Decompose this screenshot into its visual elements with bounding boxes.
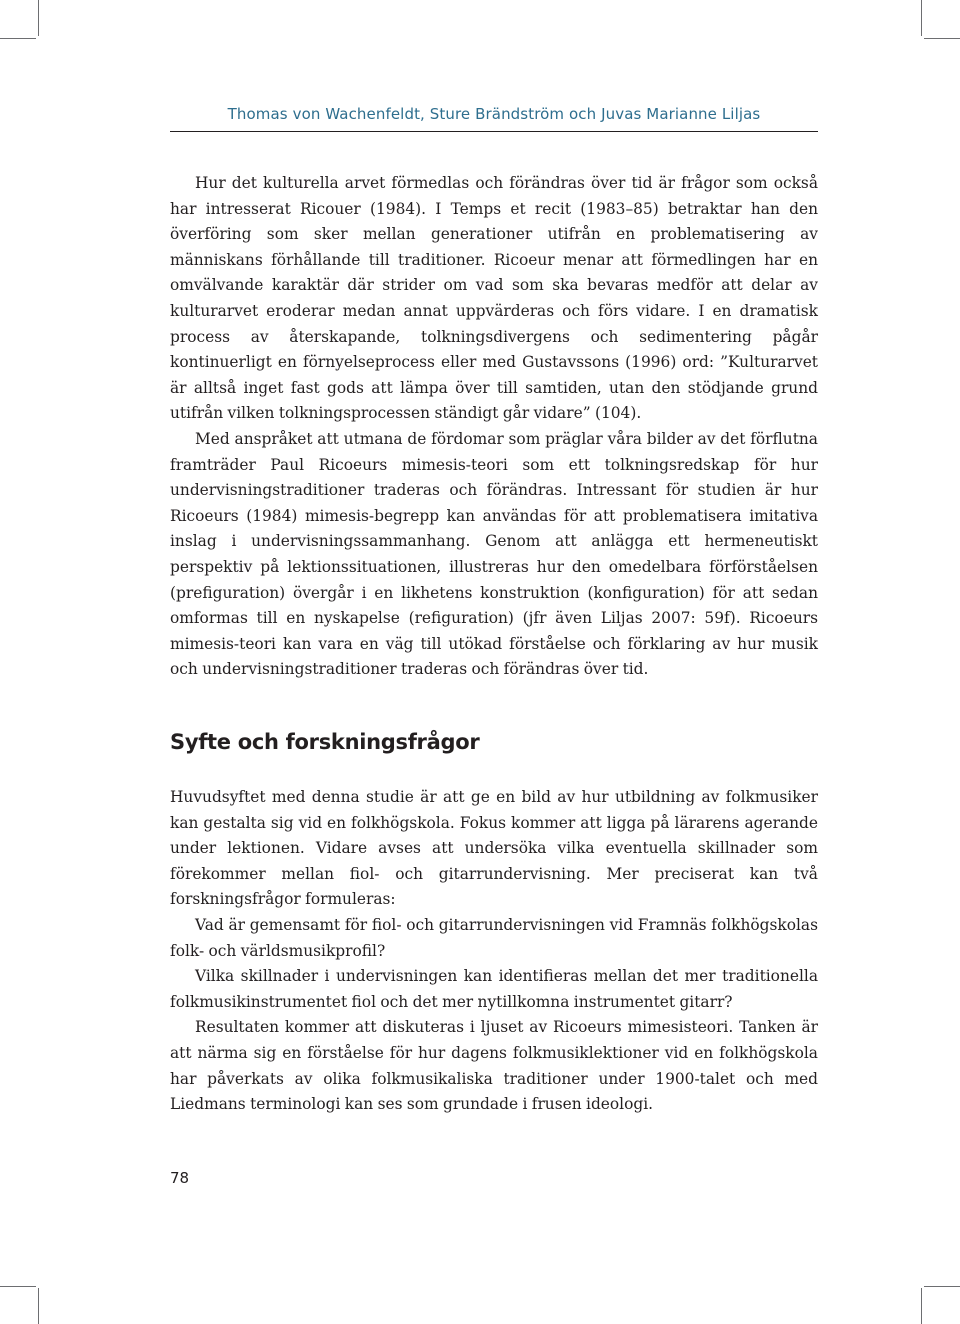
paragraph: Med anspråket att utmana de fördomar som präglar våra bilder av det förflutna framträder Paul Ricoeurs mimesis-teori som ett tolkningsredskap för hur undervisningstraditioner traderas och förändras. Intressant för studien är hur Ricoeurs (1984) mimesis-begrepp kan användas för att problematisera imitativa inslag i undervisningssammanhang. Genom att anlägga ett hermeneutiskt perspektiv på lektionssituationen, illustreras hur den omedelbara förförståelsen (prefiguration) övergår i en likhetens konstruktion (konfiguration) för att sedan omformas till en nyskapelse (refiguration) (jfr även Liljas 2007: 59f). Ricoeurs mimesis-teori kan vara en väg till utökad förståelse och förklaring av hur musik och undervisningstraditioner traderas och förändras över tid. [170,429,818,679]
crop-mark [38,0,39,36]
research-question: Vad är gemensamt för fiol- och gitarrundervisningen vid Framnäs folkhögskolas folk- och världsmusikprofil? [170,915,818,960]
crop-mark [921,1288,922,1324]
crop-mark [924,38,960,39]
section-body [170,785,818,1118]
running-header: Thomas von Wachenfeldt, Sture Brändström och Juvas Marianne Liljas [227,105,761,123]
intro-text [170,171,818,683]
crop-mark [0,1286,36,1287]
crop-mark [0,38,36,39]
crop-mark [38,1288,39,1324]
page-number: 78 [170,1169,190,1187]
crop-mark [921,0,922,36]
section-heading: Syfte och forskningsfrågor [170,730,480,754]
paragraph: Hur det kulturella arvet förmedlas och förändras över tid är frågor som också har intresserat Ricouer (1984). I Temps et recit (1983–85) betraktar han den överföring som sker mellan generationer utifrån en problematisering av människans förhållande till traditioner. Ricoeur menar att förmedlingen har en omvälvande karaktär där strider om vad som ska bevaras medför att delar av kulturarvet eroderar medan annat uppvärderas och förs vidare. I en dramatisk process av återskapande, tolkningsdivergens och sedimentering pågår kontinuerligt en förnyelseprocess eller med Gustavssons (1996) ord: ”Kulturarvet är alltså inget fast gods att lämpa över till samtiden, utan den stödjande grund utifrån vilken tolkningsprocessen ständigt går vidare” (104). [170,174,818,423]
paragraph: Resultaten kommer att diskuteras i ljuset av Ricoeurs mimesisteori. Tanken är att närma sig en förståelse för hur dagens folkmusiklektioner vid en folkhögskola har påverkats av olika folkmusikaliska traditioner under 1900-talet och med Liedmans terminologi kan ses som grundade i frusen ideologi. [170,1018,818,1114]
paragraph: Huvudsyftet med denna studie är att ge en bild av hur utbildning av folkmusiker kan gestalta sig vid en folkhögskola. Fokus kommer att ligga på lärarens agerande under lektionen. Vidare avses att undersöka vilka eventuella skillnader som förekommer mellan fiol- och gitarrundervisning. Mer preciserat kan två forskningsfrågor formuleras: [170,788,818,909]
crop-mark [924,1286,960,1287]
research-question: Vilka skillnader i undervisningen kan identifieras mellan det mer traditionella folkmusikinstrumentet fiol och det mer nytillkomna instrumentet gitarr? [170,967,818,1011]
header-rule [170,131,818,132]
